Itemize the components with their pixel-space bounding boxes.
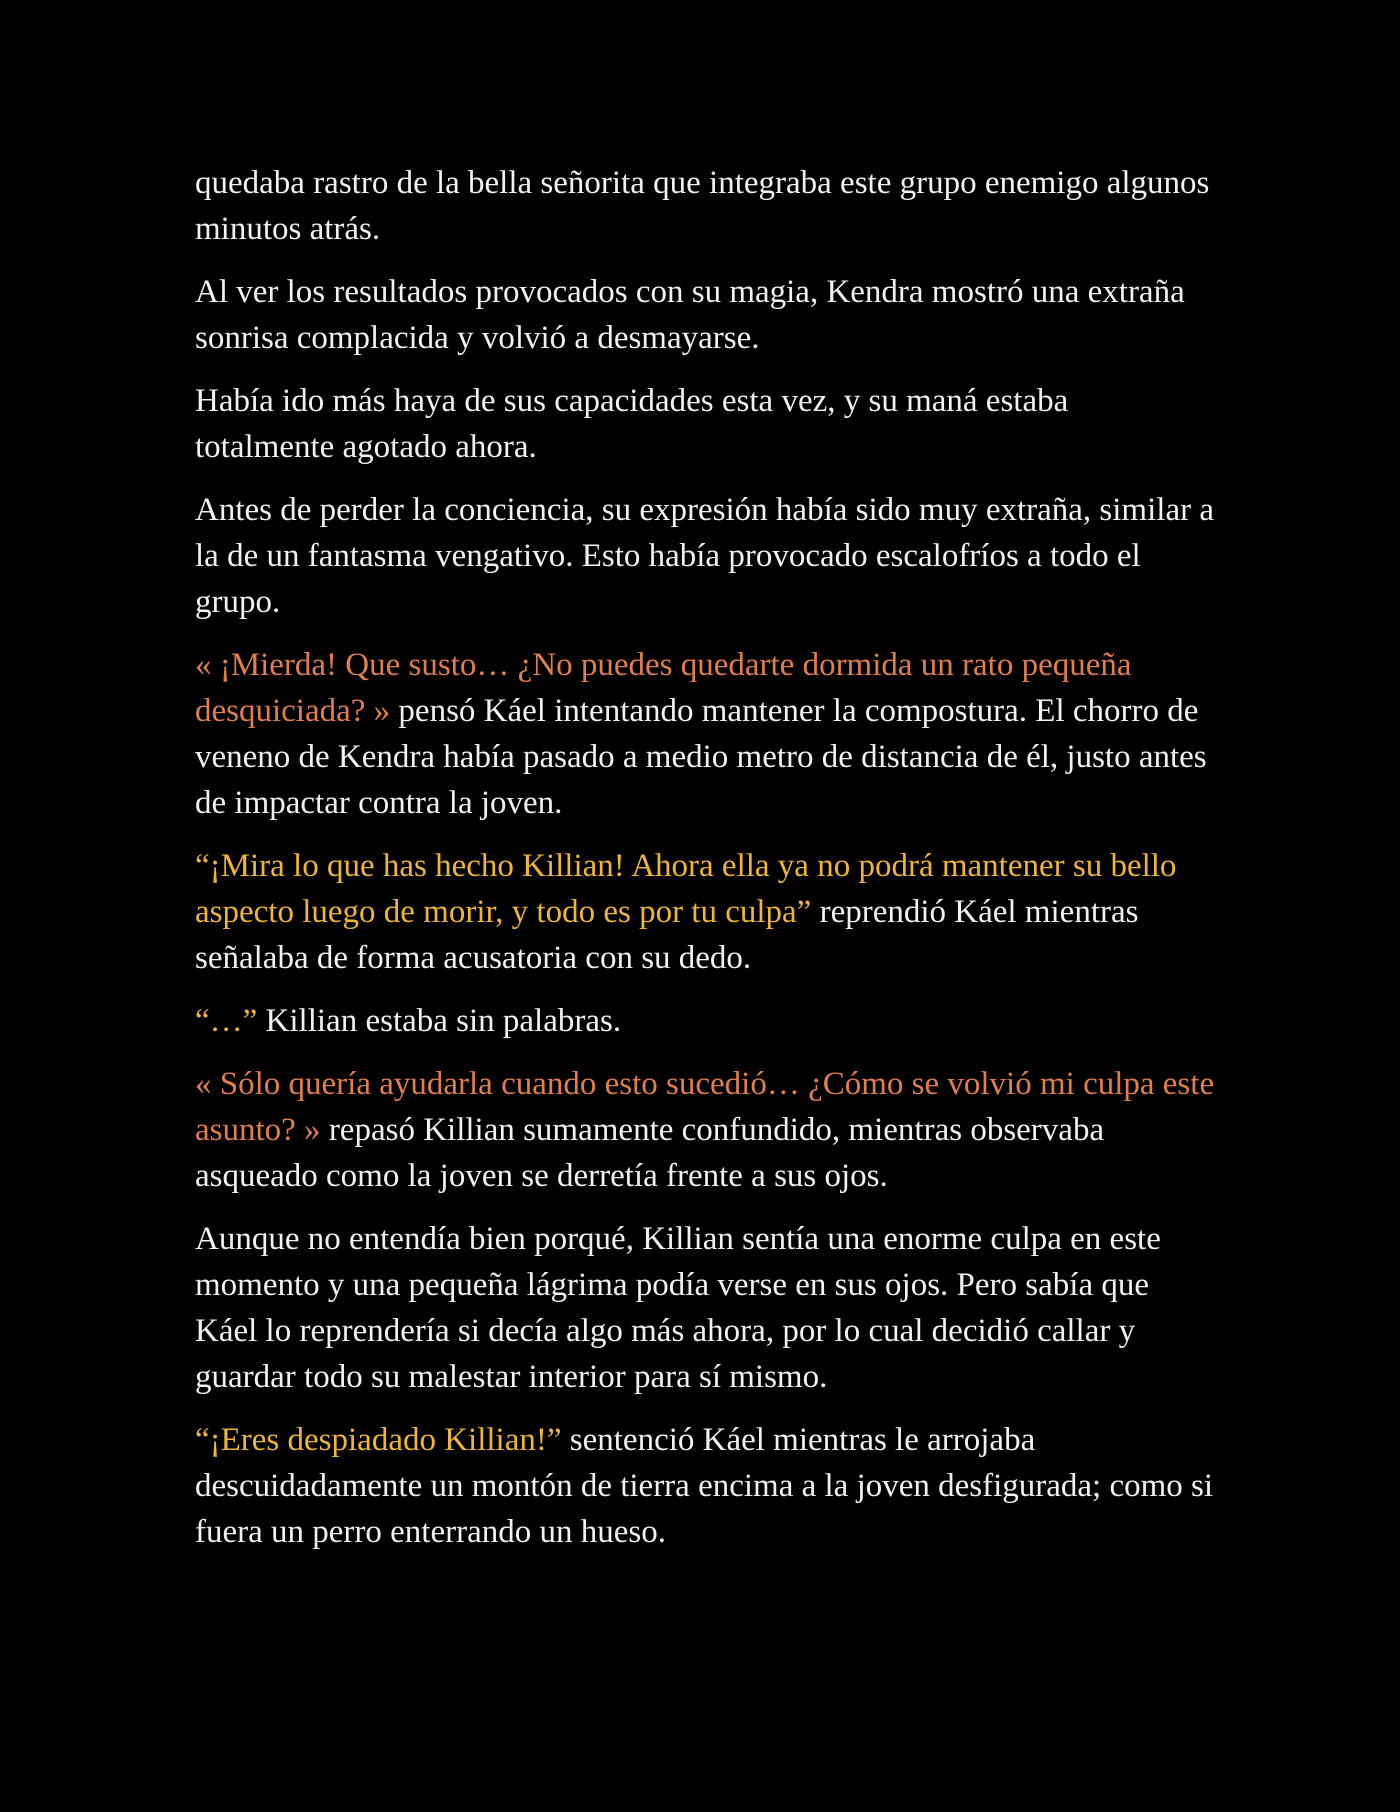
narration-text: Killian estaba sin palabras. xyxy=(257,1003,622,1039)
narration-text: quedaba rastro de la bella señorita que integraba este grupo enemigo algunos minutos atrás. xyxy=(195,165,1210,247)
paragraph-8 xyxy=(195,1061,1215,1199)
document-page xyxy=(195,160,1215,1572)
paragraph-10 xyxy=(195,1417,1215,1555)
paragraph-7 xyxy=(195,998,1215,1044)
narration-text: reprendió Káel mientras señalaba de forma acusatoria con su dedo. xyxy=(195,894,1139,976)
narration-text: Al ver los resultados provocados con su magia, Kendra mostró una extraña sonrisa complacida y volvió a desmayarse. xyxy=(195,274,1185,356)
narration-text: Antes de perder la conciencia, su expresión había sido muy extraña, similar a la de un fantasma vengativo. Esto había provocado escalofríos a todo el grupo. xyxy=(195,492,1214,620)
narration-text: Aunque no entendía bien porqué, Killian sentía una enorme culpa en este momento y una pequeña lágrima podía verse en sus ojos. Pero sabía que Káel lo reprendería si decía algo más ahora, por lo cual decidió callar y guardar todo su malestar interior para sí mismo. xyxy=(195,1221,1161,1395)
dialogue-text: “¡Mira lo que has hecho Killian! Ahora ella ya no podrá mantener su bello aspecto luego de morir, y todo es por tu culpa” xyxy=(195,848,1177,930)
paragraph-2 xyxy=(195,269,1215,361)
dialogue-text: “…” xyxy=(195,1003,258,1039)
dialogue-text: “¡Eres despiadado Killian!” xyxy=(195,1422,562,1458)
paragraph-5 xyxy=(195,642,1215,826)
paragraph-1 xyxy=(195,160,1215,252)
paragraph-9 xyxy=(195,1216,1215,1400)
narration-text: repasó Killian sumamente confundido, mientras observaba asqueado como la joven se derretía frente a sus ojos. xyxy=(195,1112,1105,1194)
thought-text: « Sólo quería ayudarla cuando esto sucedió… ¿Cómo se volvió mi culpa este asunto? » xyxy=(195,1066,1215,1148)
narration-text: Había ido más haya de sus capacidades esta vez, y su maná estaba totalmente agotado ahora. xyxy=(195,383,1069,465)
paragraph-4 xyxy=(195,487,1215,625)
narration-text: pensó Káel intentando mantener la compostura. El chorro de veneno de Kendra había pasado a medio metro de distancia de él, justo antes de impactar contra la joven. xyxy=(195,693,1207,821)
paragraph-3 xyxy=(195,378,1215,470)
thought-text: « ¡Mierda! Que susto… ¿No puedes quedarte dormida un rato pequeña desquiciada? » xyxy=(195,647,1132,729)
narration-text: sentenció Káel mientras le arrojaba descuidadamente un montón de tierra encima a la joven desfigurada; como si fuera un perro enterrando un hueso. xyxy=(195,1422,1214,1550)
paragraph-6 xyxy=(195,843,1215,981)
